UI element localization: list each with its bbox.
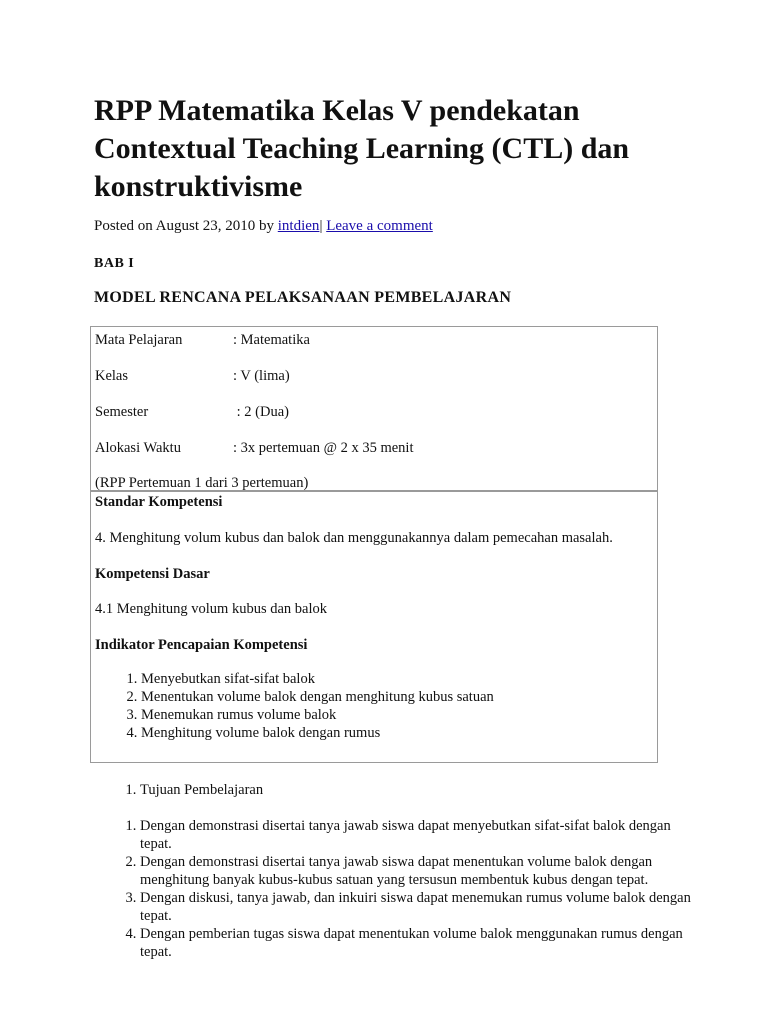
info-label: Kelas <box>95 368 129 384</box>
info-value: : 2 (Dua) <box>233 404 289 420</box>
list-item: 3. Dengan diskusi, tanya jawab, dan inkuiri siswa dapat menemukan rumus volume balok dengan tepat. <box>140 889 700 925</box>
list-item: 3. Menemukan rumus volume balok <box>141 706 494 724</box>
leave-comment-link[interactable]: Leave a comment <box>326 218 433 234</box>
list-item: 1. Dengan demonstrasi disertai tanya jawab siswa dapat menyebutkan sifat-sifat balok dengan tepat. <box>140 817 700 853</box>
objectives-heading: 1. Tujuan Pembelajaran <box>140 781 700 799</box>
list-item: 1. Menyebutkan sifat-sifat balok <box>141 670 494 688</box>
competency-table <box>90 491 658 763</box>
info-label: Alokasi Waktu <box>95 440 181 456</box>
basic-competency-text: 4.1 Menghitung volum kubus dan balok <box>95 601 327 617</box>
post-meta <box>94 217 433 235</box>
post-title: RPP Matematika Kelas V pendekatan Contextual Teaching Learning (CTL) dan konstruktivisme <box>94 94 630 203</box>
info-label: Semester <box>95 404 149 420</box>
info-row-subject <box>95 331 310 349</box>
indicator-heading: Indikator Pencapaian Kompetensi <box>95 637 308 653</box>
objectives-heading-list <box>94 781 700 799</box>
info-value: : Matematika <box>233 332 310 348</box>
info-row-semester <box>95 403 289 421</box>
info-note: (RPP Pertemuan 1 dari 3 pertemuan) <box>95 475 309 491</box>
info-row-class <box>95 367 290 385</box>
info-table <box>90 326 658 491</box>
info-value: : 3x pertemuan @ 2 x 35 menit <box>233 440 414 456</box>
basic-competency-heading: Kompetensi Dasar <box>95 566 210 582</box>
list-item: 4. Dengan pemberian tugas siswa dapat menentukan volume balok menggunakan rumus dengan tepat. <box>140 925 700 961</box>
objectives-list <box>94 817 700 961</box>
list-item: 2. Menentukan volume balok dengan menghitung kubus satuan <box>141 688 494 706</box>
standard-competency-heading: Standar Kompetensi <box>95 494 223 510</box>
chapter-label: BAB I <box>94 256 135 271</box>
list-item: 4. Menghitung volume balok dengan rumus <box>141 724 494 742</box>
indicator-list <box>95 670 494 742</box>
info-label: Mata Pelajaran <box>95 332 183 348</box>
standard-competency-text: 4. Menghitung volum kubus dan balok dan menggunakannya dalam pemecahan masalah. <box>95 530 613 546</box>
info-row-time <box>95 439 413 457</box>
model-heading: MODEL RENCANA PELAKSANAAN PEMBELAJARAN <box>94 289 512 306</box>
meta-separator: | <box>319 218 323 234</box>
author-link[interactable]: intdien <box>277 218 320 234</box>
list-item: 2. Dengan demonstrasi disertai tanya jawab siswa dapat menentukan volume balok dengan menghitung banyak kubus-kubus satuan yang tersusun membentuk kubus dengan tepat. <box>140 853 700 889</box>
posted-date: Posted on August 23, 2010 by <box>94 218 278 234</box>
info-value: : V (lima) <box>233 368 290 384</box>
